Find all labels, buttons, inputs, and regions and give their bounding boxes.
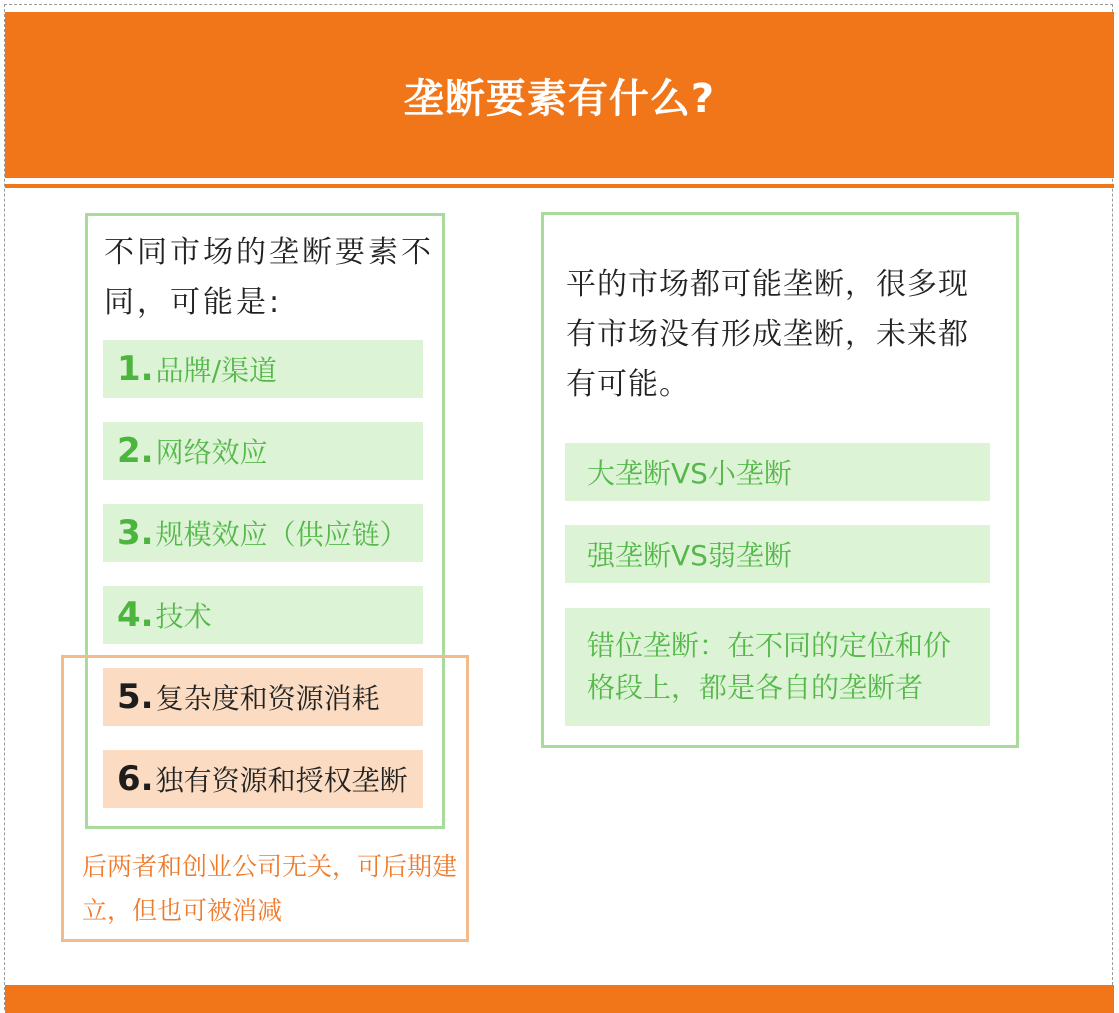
title-banner (5, 12, 1114, 178)
factor-item-3 (103, 504, 423, 562)
left-intro-text: 不同市场的垄断要素不同，可能是: (104, 235, 434, 320)
factor-number: 6. (117, 759, 154, 799)
monopoly-type-3 (565, 608, 990, 726)
factor-number: 5. (117, 677, 154, 717)
factor-item-5 (103, 668, 423, 726)
factor-item-4 (103, 586, 423, 644)
right-intro-text: 平的市场都可能垄断，很多现有市场没有形成垄断，未来都有可能。 (566, 267, 969, 402)
factor-label: 独有资源和授权垄断 (155, 764, 408, 797)
monopoly-type-label: 强垄断VS弱垄断 (587, 539, 792, 572)
factor-item-2 (103, 422, 423, 480)
factor-label: 技术 (155, 600, 212, 633)
factor-label: 复杂度和资源消耗 (155, 682, 380, 715)
factor-label: 品牌/渠道 (155, 354, 278, 387)
monopoly-type-2 (565, 525, 990, 583)
factor-item-6 (103, 750, 423, 808)
factor-number: 4. (117, 595, 154, 635)
factor-label: 规模效应（供应链） (155, 518, 408, 551)
monopoly-type-label: 错位垄断：在不同的定位和价格段上，都是各自的垄断者 (587, 629, 952, 704)
factor-number: 1. (117, 349, 154, 389)
factor-number: 3. (117, 513, 154, 553)
factor-item-1 (103, 340, 423, 398)
monopoly-type-1 (565, 443, 990, 501)
page-title: 垄断要素有什么? (403, 75, 716, 122)
factor-label: 网络效应 (155, 436, 268, 469)
header-divider (5, 184, 1114, 188)
factor-number: 2. (117, 431, 154, 471)
note-text: 后两者和创业公司无关，可后期建立，但也可被消减 (82, 852, 458, 925)
footer-bar (5, 985, 1114, 1013)
monopoly-type-label: 大垄断VS小垄断 (587, 457, 792, 490)
